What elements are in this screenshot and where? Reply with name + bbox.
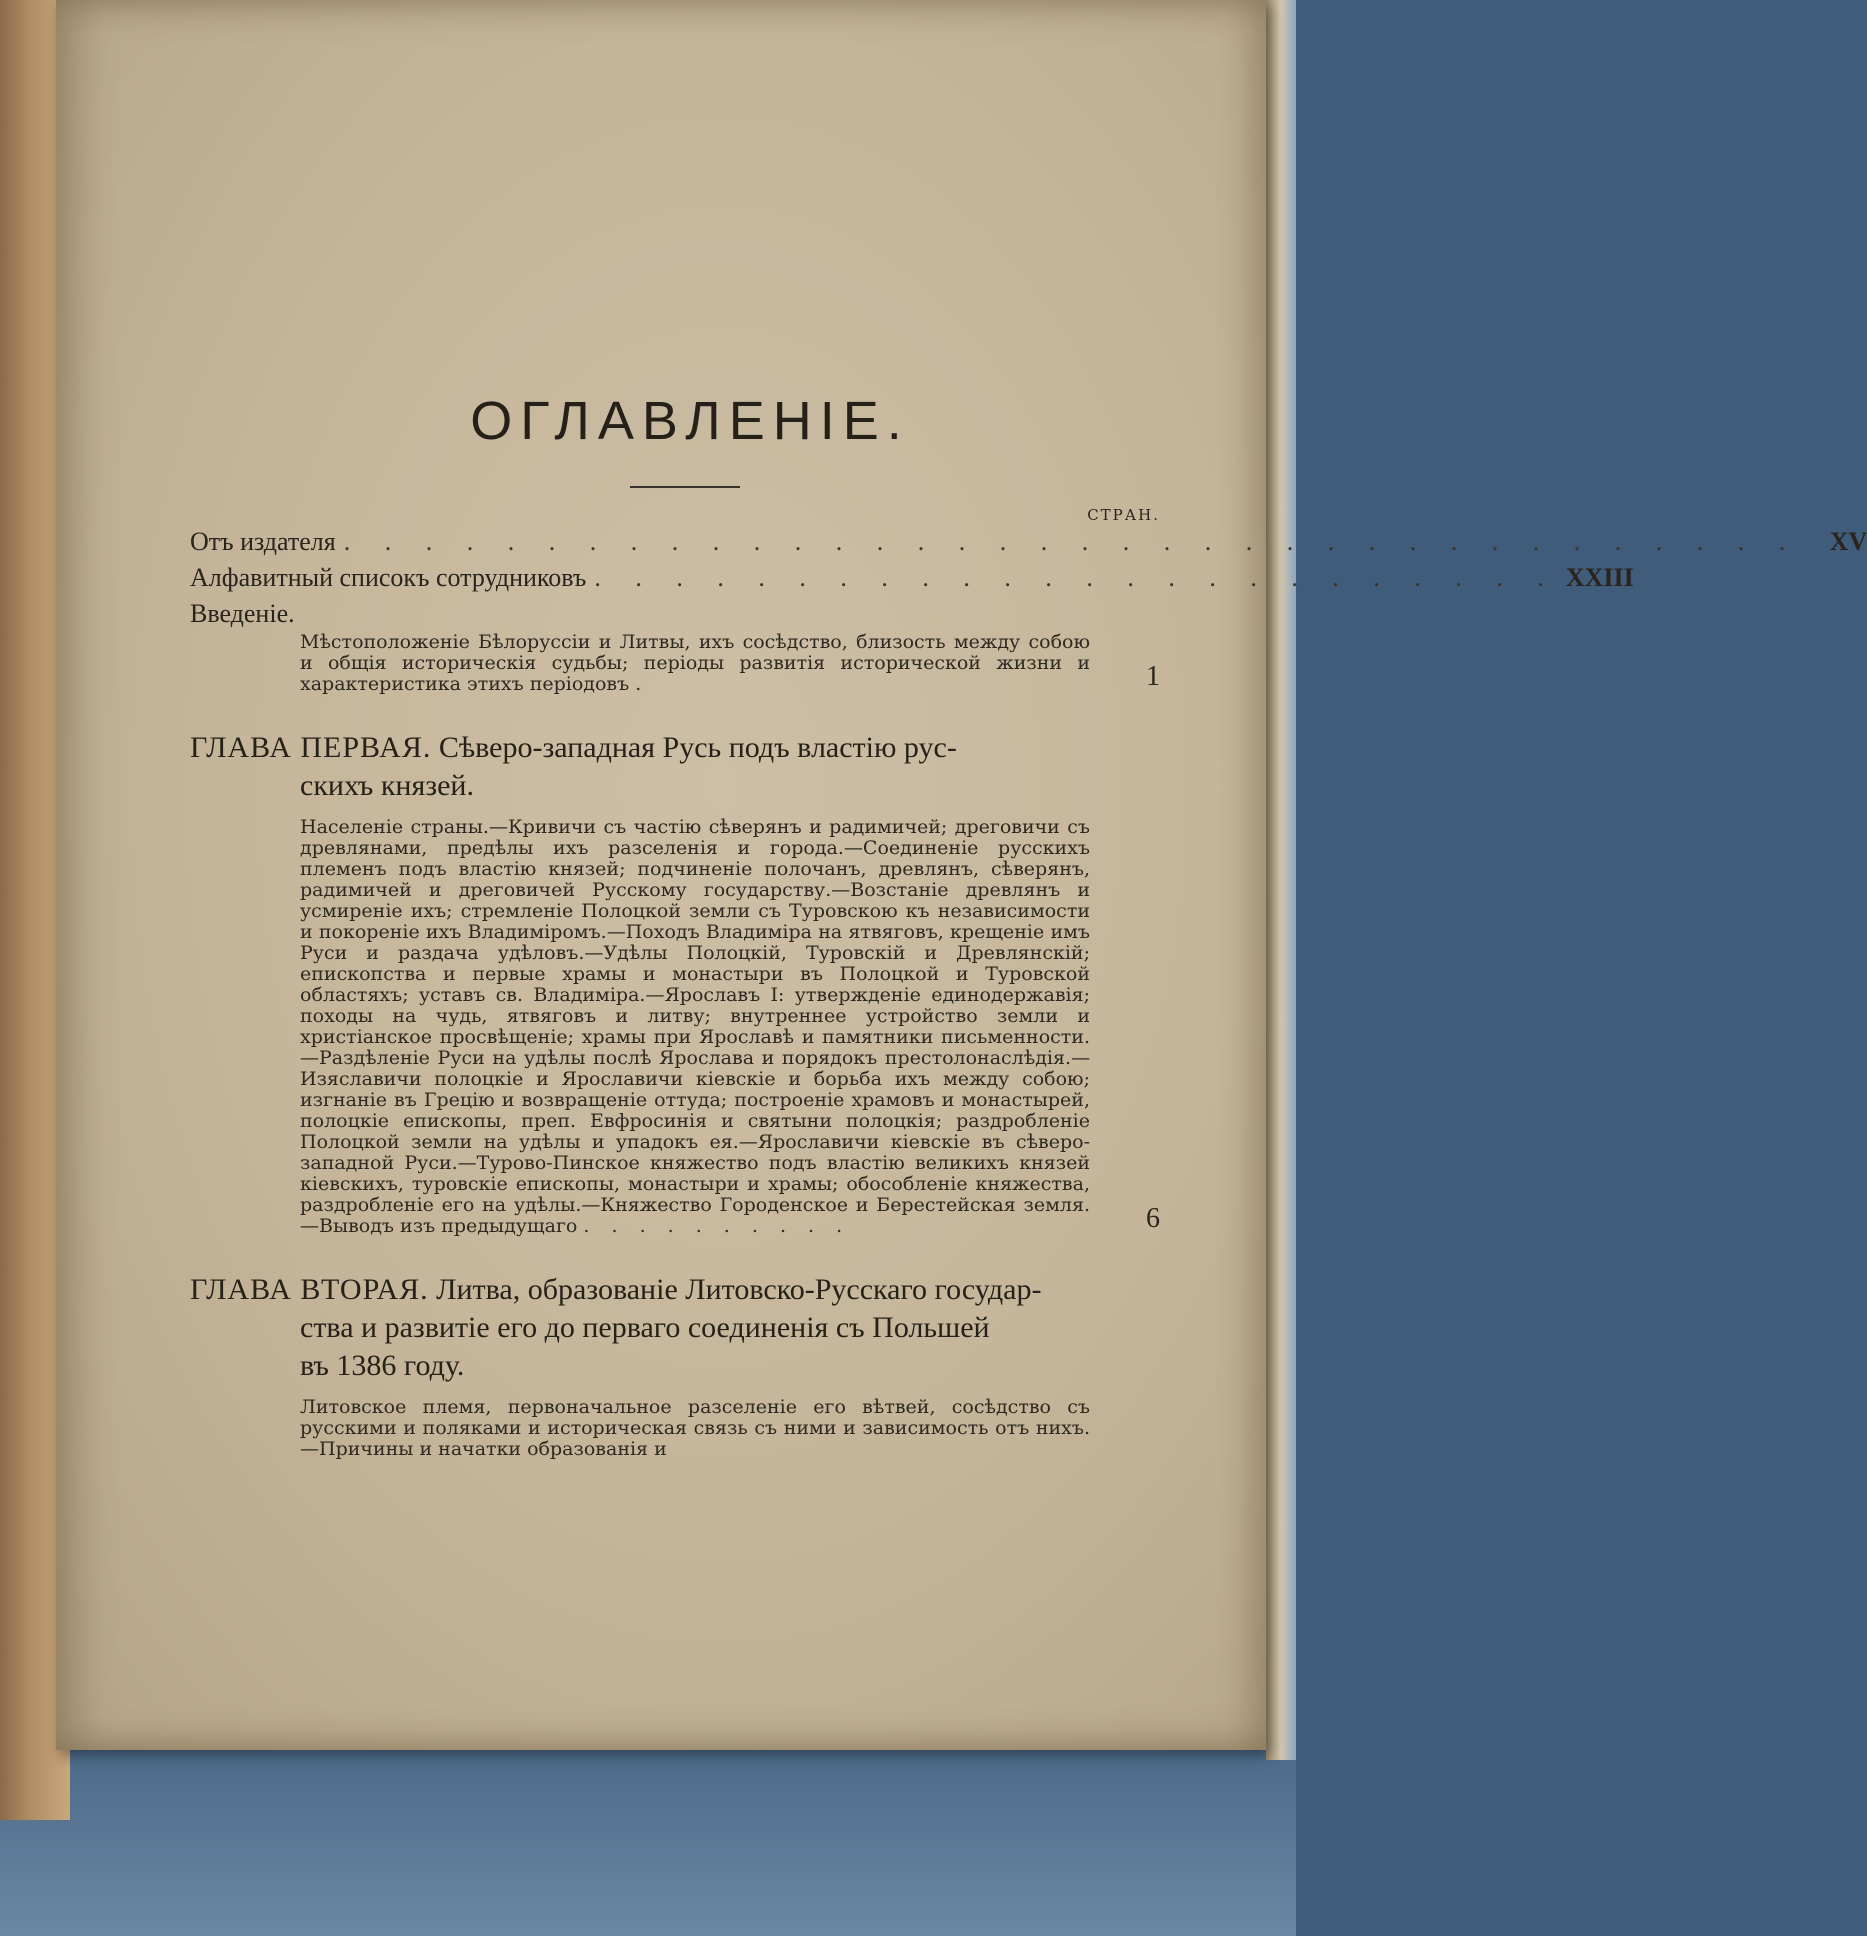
dot-leader: . . . . . . . . . . . . . . . . . . . . . . . . . . . . . . . . . . . . xyxy=(343,527,1800,556)
chapter-1-label: ГЛАВА ПЕРВАЯ. xyxy=(190,731,432,764)
toc-entry-title: Алфавитный списокъ сотрудниковъ xyxy=(190,563,587,592)
title-rule xyxy=(630,486,740,488)
dot-leader: . . . . . . . . . . . . . . . . . . . . . . . . xyxy=(594,563,1558,592)
chapter-2-entry xyxy=(190,1397,1160,1460)
chapter-2-label: ГЛАВА ВТОРАЯ. xyxy=(190,1273,429,1306)
chapter-1-title-line1: Сѣверо-западная Русь подъ властію рус- xyxy=(438,731,957,764)
toc-entry-page: XXIII xyxy=(1565,563,1634,592)
chapter-2-description: Литовское племя, первоначальное разселеніе его вѣтвей, сосѣдство съ русскими и поляками и историческая связь съ ними и зависимость отъ нихъ.—Причины и начатки образованія и xyxy=(300,1396,1090,1460)
intro-description: Мѣстоположеніе Бѣлоруссіи и Литвы, ихъ сосѣдство, близость между собою и общія историческія судьбы; періоды развитія исторической жизни и характеристика этихъ періодовъ . xyxy=(300,631,1090,695)
chapter-2-title-line3: въ 1386 году. xyxy=(300,1349,465,1382)
intro-page: 1 xyxy=(1146,661,1160,692)
chapter-1-title-line2: скихъ князей. xyxy=(300,769,474,802)
intro-title: Введеніе. xyxy=(190,599,295,628)
chapter-1-heading xyxy=(190,729,1090,805)
chapter-1-page: 6 xyxy=(1146,1203,1160,1234)
chapter-2-title-line1: Литва, образованіе Литовско-Русскаго государ- xyxy=(436,1273,1042,1306)
dot-leader: . . . . . . . . . . xyxy=(583,1215,851,1237)
chapter-2-title-line2: ства и развитіе его до перваго соединенія съ Польшей xyxy=(300,1311,990,1344)
table-of-contents xyxy=(190,390,1867,1460)
chapter-1-description xyxy=(190,817,1110,1237)
chapter-2-heading xyxy=(190,1271,1090,1385)
page-column-label: СТРАН. xyxy=(1087,506,1160,524)
intro-entry xyxy=(190,632,1160,695)
toc-entry xyxy=(190,560,1634,596)
chapter-1-entry xyxy=(190,817,1160,1237)
toc-entry xyxy=(190,524,1867,560)
toc-entry-page: XV xyxy=(1829,527,1867,556)
page-title: ОГЛАВЛЕНІЕ. xyxy=(470,391,910,451)
toc-entry-title: Отъ издателя xyxy=(190,527,336,556)
page-fore-edge xyxy=(1266,0,1296,1760)
chapter-1-description-text: Населеніе страны.—Кривичи съ частію сѣверянъ и радимичей; дреговичи съ древлянами, предѣлы ихъ разселенія и города.—Соединеніе русскихъ племенъ подъ властію князей; подчиненіе полочанъ, древлянъ, сѣверянъ, радимичей и дреговичей Русскому государству.—Возстаніе древлянъ и усмиреніе ихъ; стремленіе Полоцкой земли съ Туровскою къ независимости и покореніе ихъ Владиміромъ.—Походъ Владиміра на ятвяговъ, крещеніе имъ Руси и раздача удѣловъ.—Удѣлы Полоцкій, Туровскій и Древлянскій; епископства и первые храмы и монастыри въ Полоцкой и Туровской областяхъ; уставъ св. Владиміра.—Ярославъ I: утвержденіе единодержавія; походы на чудь, ятвяговъ и литву; внутреннее устройство земли и христіанское просвѣщеніе; храмы при Ярославѣ и памятники письменности.—Раздѣленіе Руси на удѣлы послѣ Ярослава и порядокъ престолонаслѣдія.—Изяславичи полоцкіе и Ярославичи кіевскіе и борьба ихъ между собою; изгнаніе въ Грецію и возвращеніе оттуда; построеніе храмовъ и монастырей, полоцкіе епископы, преп. Евфросинія и святыни полоцкія; раздробленіе Полоцкой земли на удѣлы и упадокъ ея.—Ярославичи кіевскіе въ сѣверо-западной Руси.—Турово-Пинское княжество подъ властію великихъ князей кіевскихъ, туровскіе епископы, монастыри и храмы; обособленіе княжества, раздробленіе его на удѣлы.—Княжество Городенское и Берестейская земля.—Выводъ изъ предыдущаго xyxy=(300,816,1090,1237)
